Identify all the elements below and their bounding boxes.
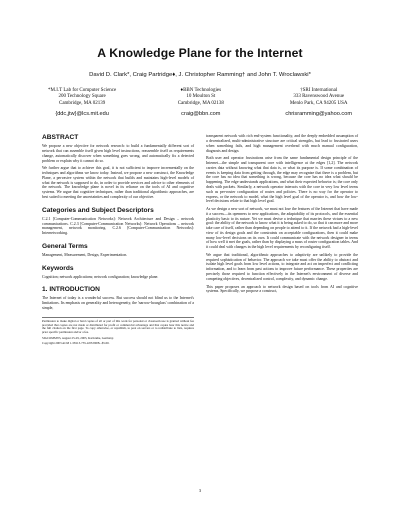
affiliation-mit [48, 88, 116, 118]
keywords-heading: Keywords [42, 264, 74, 272]
affiliation-line: Cambridge, MA 02138 [177, 100, 224, 106]
affiliation-line: *M.I.T Lab for Computer Science [48, 88, 117, 93]
general-terms-heading: General Terms [42, 242, 88, 250]
right-column [206, 134, 358, 347]
paper-title: A Knowledge Plane for the Internet [97, 46, 303, 60]
categories-text: C.2.1 [Computer-Communication Networks]: Network Architecture and Design – network communications. C.2.3 [Computer-Communication Networks]: Network Operations – network management, network monitoring. C.2.6 [Computer-Communication Networks]: Internetworking. [42, 216, 194, 236]
affiliation-line: 333 Ravenswood Avenue [293, 94, 345, 100]
author-list: David D. Clark*, Craig Partridge♦, J. Christopher Ramming† and John T. Wroclawski* [89, 72, 311, 78]
affiliation-line: Menlo Park, CA 94205 USA [289, 100, 348, 106]
copyright-text: Copyright 2003 ACM 1-58113-735-4/03/0008...$5.00. [42, 340, 110, 345]
body-columns [42, 134, 358, 347]
body-paragraph: We argue that traditional, algorithmic approaches to adaptivity are unlikely to provide the required sophistication of behavior. The approach we take must offer the ability to abstract and isolate high level goals from low level actions, to integrate and act on imperfect and conflicting information, and to learn from past actions to improve future performance. These properties are precisely those required to function effectively in the Internet's environment of diverse and competing objectives, decentralized control, complexity, and dynamic change. [206, 252, 358, 281]
abstract-heading: ABSTRACT [42, 134, 79, 142]
affiliation-bbn [178, 88, 224, 118]
author-email: craig@bbn.com [181, 111, 221, 118]
permission-text: Permission to make digital or hard copies of all or part of this work for personal or classroom use is granted without fee provided that copies are not made or distributed for profit or commercial advantage and that copies bear this notice and the full citation on the first page. To copy otherwise, or republish, to post on servers or to redistribute to lists, requires prior specific permission and/or a fee. [42, 318, 194, 335]
abstract-paragraph: We further argue that to achieve this goal, it is not sufficient to improve incrementally on the techniques and algorithms we know today. Instead, we propose a new construct, the Knowledge Plane, a pervasive system within the network that builds and maintains high-level models of what the network is supposed to do, in order to provide services and advice to other elements of the network. The knowledge plane is novel in its reliance on the tools of AI and cognitive systems. We argue that cognitive techniques, rather than traditional algorithmic approaches, are best suited to meeting the uncertainties and complexity of our objective. [42, 166, 194, 199]
conference-text: SIGCOMM'03, August 25-29, 2003, Karlsruhe, Germany. [42, 335, 114, 340]
copyright-notice [42, 317, 194, 346]
keywords-text: Cognition; network applications; network configuration; knowledge plane. [42, 274, 159, 279]
introduction-paragraph: The Internet of today is a wonderful success. But success should not blind us to the Internet's limitations. Its emphasis on generality and heterogeneity, the 'narrow-hourglass' combination of a simple, [42, 296, 194, 310]
author-email: {ddc,jtw}@lcs.mit.edu [55, 111, 109, 118]
left-column [42, 134, 194, 347]
affiliation-line: ♦BBN Technologies [180, 88, 222, 93]
categories-heading: Categories and Subject Descriptors [42, 206, 154, 214]
author-email: chrisramming@yahoo.com [285, 111, 352, 118]
affiliation-line: 200 Technology Square [58, 94, 106, 100]
affiliation-line: 10 Moulton St [186, 94, 216, 100]
page-number: 3 [198, 488, 202, 493]
body-paragraph: As we design a new sort of network, we must not lose the features of the Internet that have made it a success—its openness to new applications, the adaptability of its protocols, and the essential plasticity basic to its nature. Yet we must devise a technique that marries these virtues to a new goal: the ability of the network to know what it is being asked to do, so that it can more and more take care of itself, rather than depending on people to attend to it. If the network had a high-level view of its design goals and the constraints on acceptable configurations, then it could make many low-level decisions on its own. It could communicate with the network designer in terms of how well it met the goals, rather than by displaying a mass of router configuration tables. And it could deal with changes in the high level requirements by reconfiguring itself. [206, 207, 358, 250]
affiliation-line: †SRI International [300, 88, 338, 93]
general-terms-text: Management, Measurement, Design, Experimentation. [42, 252, 128, 257]
body-paragraph: Both user and operator frustrations arise from the same fundamental design principle of the Internet—the simple and transparent core with intelligence at the edges [1,2]. The network carries data without knowing what that data is, or what its purpose is. If some combination of events is keeping data from getting through, the edge may recognize that there is a problem, but the core has no idea that something is wrong, because the core has no idea what should be happening. The edge understands applications, and what their expected behavior is; the core only deals with packets. Similarly, a network operator interacts with the core in very low level terms such as per-router configuration of routes and policies. There is no way for the operator to express, or the network to model, what the high level goal of the operator is, and how the low-level decisions relate to that high level goal. [206, 156, 358, 204]
affiliations [42, 88, 358, 118]
abstract-paragraph: We propose a new objective for network research: to build a fundamentally different sort of network that can assemble itself given high level instructions, reassemble itself as requirements change, automatically discover when something goes wrong, and automatically fix a detected problem or explain why it cannot do so. [42, 144, 194, 163]
body-paragraph: This paper proposes an approach to network design based on tools from AI and cognitive systems. Specifically, we propose a construct, [206, 284, 358, 294]
affiliation-line: Cambridge, MA 02139 [58, 100, 106, 106]
affiliation-sri [285, 88, 352, 118]
body-paragraph: transparent network with rich end-system functionality, and the deeply embedded assumption of a decentralized, multi-administrative structure are critical strengths, but lead to frustrated users when something fails, and high management overhead with much manual configuration, diagnosis and design. [206, 134, 358, 153]
introduction-heading: 1. INTRODUCTION [42, 286, 100, 294]
